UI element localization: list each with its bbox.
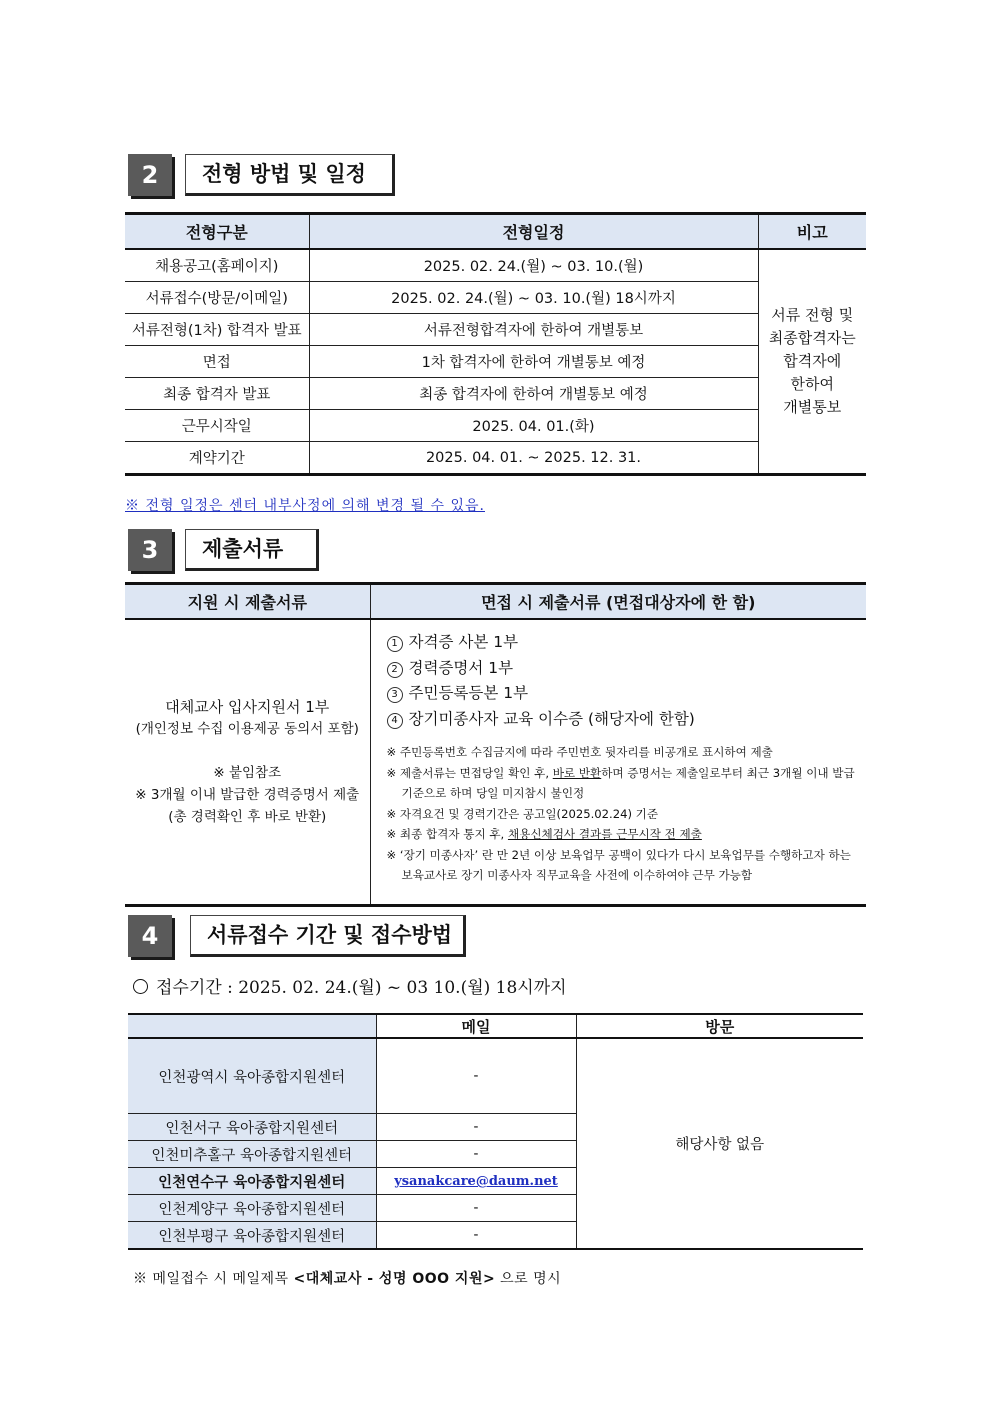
circle-bullet-icon — [133, 979, 148, 994]
item-text: 주민등록등본 1부 — [408, 684, 529, 702]
mail-subject-note: ※ 메일접수 시 메일제목 <대체교사 - 성명 OOO 지원> 으로 명시 — [133, 1271, 562, 1287]
section-title: 전형 방법 및 일정 — [185, 154, 395, 196]
mail-cell: - — [376, 1038, 576, 1114]
note-line: ※ 최종 합격자 통지 후, 채용신체검사 결과를 근무시작 전 제출 — [386, 827, 702, 841]
column-header: 전형구분 — [125, 214, 309, 250]
number-circle: 3 — [387, 687, 403, 703]
stage-cell: 면접 — [125, 346, 309, 378]
section-number: 2 — [128, 154, 172, 196]
table-row — [125, 378, 866, 410]
number-circle: 2 — [387, 662, 403, 678]
stage-cell: 채용공고(홈페이지) — [125, 249, 309, 282]
schedule-cell: 2025. 02. 24.(월) ~ 03. 10.(월) 18시까지 — [309, 282, 758, 314]
section-title: 제출서류 — [185, 529, 319, 571]
center-name: 인천광역시 육아종합지원센터 — [128, 1038, 376, 1114]
doc-line: (총 경력확인 후 바로 반환) — [168, 809, 327, 825]
note-line: ※ 자격요건 및 경력기간은 공고일(2025.02.24) 기준 — [386, 806, 659, 821]
note-line: ※ ‘장기 미종사자’ 란 만 2년 이상 보육업무 공백이 있다가 다시 보육업무를 수행하고자 하는 보육교사로 장기 미종사자 직무교육을 사전에 이수하여야 근무 가능함 — [386, 847, 851, 882]
remark-line: 최종합격자는 — [768, 329, 856, 347]
documents-notes — [387, 742, 857, 886]
schedule-change-note: ※ 전형 일정은 센터 내부사정에 의해 변경 될 수 있음. — [125, 498, 485, 514]
doc-line: ※ 붙임참조 — [213, 765, 282, 781]
list-item — [387, 681, 857, 707]
schedule-cell: 1차 합격자에 한하여 개별통보 예정 — [309, 346, 758, 378]
column-header: 메일 — [376, 1014, 576, 1038]
doc-line: (개인정보 수집 이용제공 동의서 포함) — [135, 721, 359, 737]
mail-cell: - — [376, 1222, 576, 1250]
submission-method-table — [128, 1013, 863, 1250]
stage-cell: 계약기간 — [125, 442, 309, 475]
interview-documents-list — [387, 630, 857, 732]
schedule-cell: 서류전형합격자에 한하여 개별통보 — [309, 314, 758, 346]
stage-cell: 최종 합격자 발표 — [125, 378, 309, 410]
doc-line: ※ 3개월 이내 발급한 경력증명서 제출 — [135, 787, 360, 803]
section-number: 3 — [128, 529, 172, 571]
stage-cell: 근무시작일 — [125, 410, 309, 442]
remark-line: 서류 전형 및 — [771, 306, 854, 324]
center-name: 인천미추홀구 육아종합지원센터 — [128, 1141, 376, 1168]
item-text: 경력증명서 1부 — [408, 658, 514, 677]
column-header: 지원 시 제출서류 — [125, 584, 370, 620]
item-text: 장기미종사자 교육 이수증 (해당자에 한함) — [408, 709, 695, 728]
remark-line: 개별통보 — [783, 398, 842, 416]
mail-cell — [376, 1168, 576, 1195]
visit-cell: 해당사항 없음 — [576, 1038, 863, 1249]
table-row — [125, 346, 866, 378]
list-item — [387, 656, 857, 682]
schedule-cell: 2025. 04. 01.(화) — [309, 410, 758, 442]
email-link[interactable]: ysanakcare@daum.net — [394, 1174, 558, 1189]
table-row — [125, 314, 866, 346]
mail-cell: - — [376, 1195, 576, 1222]
column-header: 비고 — [758, 214, 866, 250]
table-row — [125, 282, 866, 314]
table-row — [128, 1038, 863, 1114]
application-documents-cell — [125, 619, 370, 906]
note-line: ※ 주민등록번호 수집금지에 따라 주민번호 뒷자리를 비공개로 표시하여 제출 — [386, 745, 773, 759]
remark-line: 한하여 — [790, 375, 834, 393]
center-name: 인천연수구 육아종합지원센터 — [128, 1168, 376, 1195]
column-header: 전형일정 — [309, 214, 758, 250]
interview-documents-cell — [370, 619, 866, 906]
schedule-cell: 최종 합격자에 한하여 개별통보 예정 — [309, 378, 758, 410]
table-row — [125, 442, 866, 475]
table-row — [125, 410, 866, 442]
schedule-cell: 2025. 04. 01. ~ 2025. 12. 31. — [309, 442, 758, 475]
center-name: 인천부평구 육아종합지원센터 — [128, 1222, 376, 1250]
mail-cell: - — [376, 1114, 576, 1141]
section-number: 4 — [128, 915, 172, 957]
center-name: 인천계양구 육아종합지원센터 — [128, 1195, 376, 1222]
number-circle: 4 — [387, 713, 403, 729]
stage-cell: 서류접수(방문/이메일) — [125, 282, 309, 314]
mail-cell: - — [376, 1141, 576, 1168]
period-text: 접수기간 : 2025. 02. 24.(월) ~ 03 10.(월) 18시까지 — [156, 978, 567, 998]
doc-line: 대체교사 입사지원서 1부 — [165, 698, 330, 716]
table-row — [125, 249, 866, 282]
stage-cell: 서류전형(1차) 합격자 발표 — [125, 314, 309, 346]
selection-schedule-table — [125, 212, 866, 476]
application-period — [133, 973, 567, 998]
column-header — [128, 1014, 376, 1038]
column-header: 면접 시 제출서류 (면접대상자에 한 함) — [370, 584, 866, 620]
list-item — [387, 630, 857, 656]
schedule-cell: 2025. 02. 24.(월) ~ 03. 10.(월) — [309, 249, 758, 282]
number-circle: 1 — [387, 636, 403, 652]
section-title: 서류접수 기간 및 접수방법 — [190, 915, 466, 957]
note-line: ※ 제출서류는 면접당일 확인 후, 바로 반환하며 증명서는 제출일로부터 최근 3개월 이내 발급기준으로 하며 당일 미지참시 불인정 — [386, 765, 855, 800]
item-text: 자격증 사본 1부 — [408, 633, 519, 651]
documents-table — [125, 582, 866, 907]
remark-line: 합격자에 — [783, 352, 842, 370]
center-name: 인천서구 육아종합지원센터 — [128, 1114, 376, 1141]
remark-cell — [758, 249, 866, 475]
column-header: 방문 — [576, 1014, 863, 1038]
list-item — [387, 707, 857, 733]
